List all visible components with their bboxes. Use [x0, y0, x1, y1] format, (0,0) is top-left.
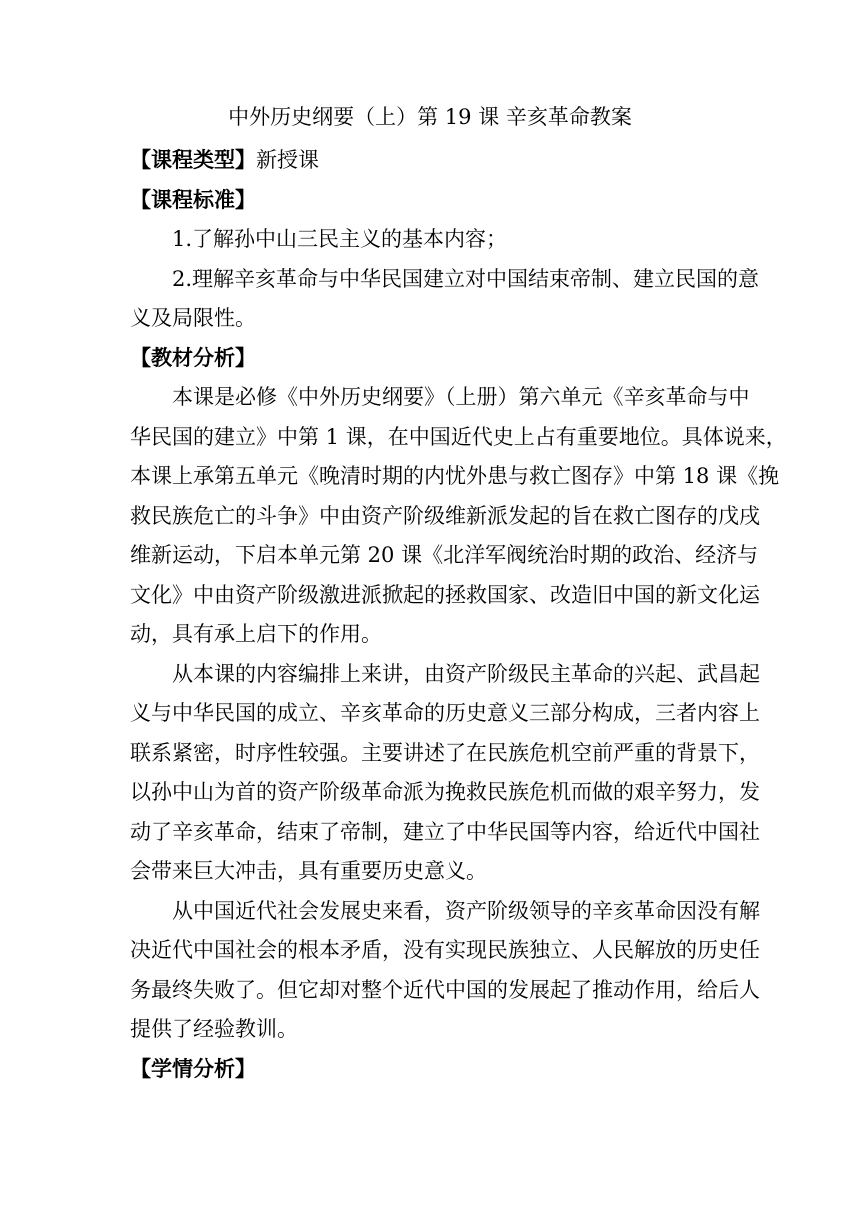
course-standard-item: 1.了解孙中山三民主义的基本内容；: [172, 227, 508, 251]
textbook-analysis-heading: 【教材分析】: [130, 346, 256, 370]
paragraph-line: 动了辛亥革命，结束了帝制，建立了中华民国等内容，给近代中国社: [130, 820, 760, 844]
paragraph-line: 本课是必修《中外历史纲要》（上册）第六单元《辛亥革命与中: [172, 385, 750, 409]
paragraph-line: 义与中华民国的成立、辛亥革命的历史意义三部分构成，三者内容上: [130, 701, 760, 725]
course-type-line: [130, 143, 319, 177]
paragraph-line: 华民国的建立》中第 1 课，在中国近代史上占有重要地位。具体说来，: [130, 425, 787, 449]
paragraph-line: 动，具有承上启下的作用。: [130, 622, 382, 646]
paragraph-line: 文化》中由资产阶级激进派掀起的拯救国家、改造旧中国的新文化运: [130, 583, 760, 607]
course-standard-item: 2.理解辛亥革命与中华民国建立对中国结束帝制、建立民国的意: [172, 267, 760, 291]
document-title: 中外历史纲要（上）第 19 课 辛亥革命教案: [228, 105, 632, 129]
course-type-value: 新授课: [256, 148, 319, 172]
paragraph-line: 从本课的内容编排上来讲，由资产阶级民主革命的兴起、武昌起: [172, 662, 760, 686]
paragraph-line: 从中国近代社会发展史来看，资产阶级领导的辛亥革命因没有解: [172, 899, 760, 923]
paragraph-line: 提供了经验教训。: [130, 1017, 298, 1041]
paragraph-line: 会带来巨大冲击，具有重要历史意义。: [130, 859, 487, 883]
paragraph-line: 务最终失败了。但它却对整个近代中国的发展起了推动作用，给后人: [130, 978, 760, 1002]
course-standard-heading: 【课程标准】: [130, 188, 256, 212]
course-type-label: 【课程类型】: [130, 148, 256, 172]
paragraph-line: 联系紧密，时序性较强。主要讲述了在民族危机空前严重的背景下，: [130, 741, 760, 765]
course-standard-item-continuation: 义及局限性。: [130, 306, 256, 330]
paragraph-line: 维新运动，下启本单元第 20 课《北洋军阀统治时期的政治、经济与: [130, 543, 759, 567]
paragraph-line: 救民族危亡的斗争》中由资产阶级维新派发起的旨在救亡图存的戊戌: [130, 504, 760, 528]
student-analysis-heading: 【学情分析】: [130, 1057, 256, 1081]
paragraph-line: 以孙中山为首的资产阶级革命派为挽救民族危机而做的艰辛努力，发: [130, 780, 760, 804]
paragraph-line: 本课上承第五单元《晚清时期的内忧外患与救亡图存》中第 18 课《挽: [130, 464, 780, 488]
paragraph-line: 决近代中国社会的根本矛盾，没有实现民族独立、人民解放的历史任: [130, 938, 760, 962]
